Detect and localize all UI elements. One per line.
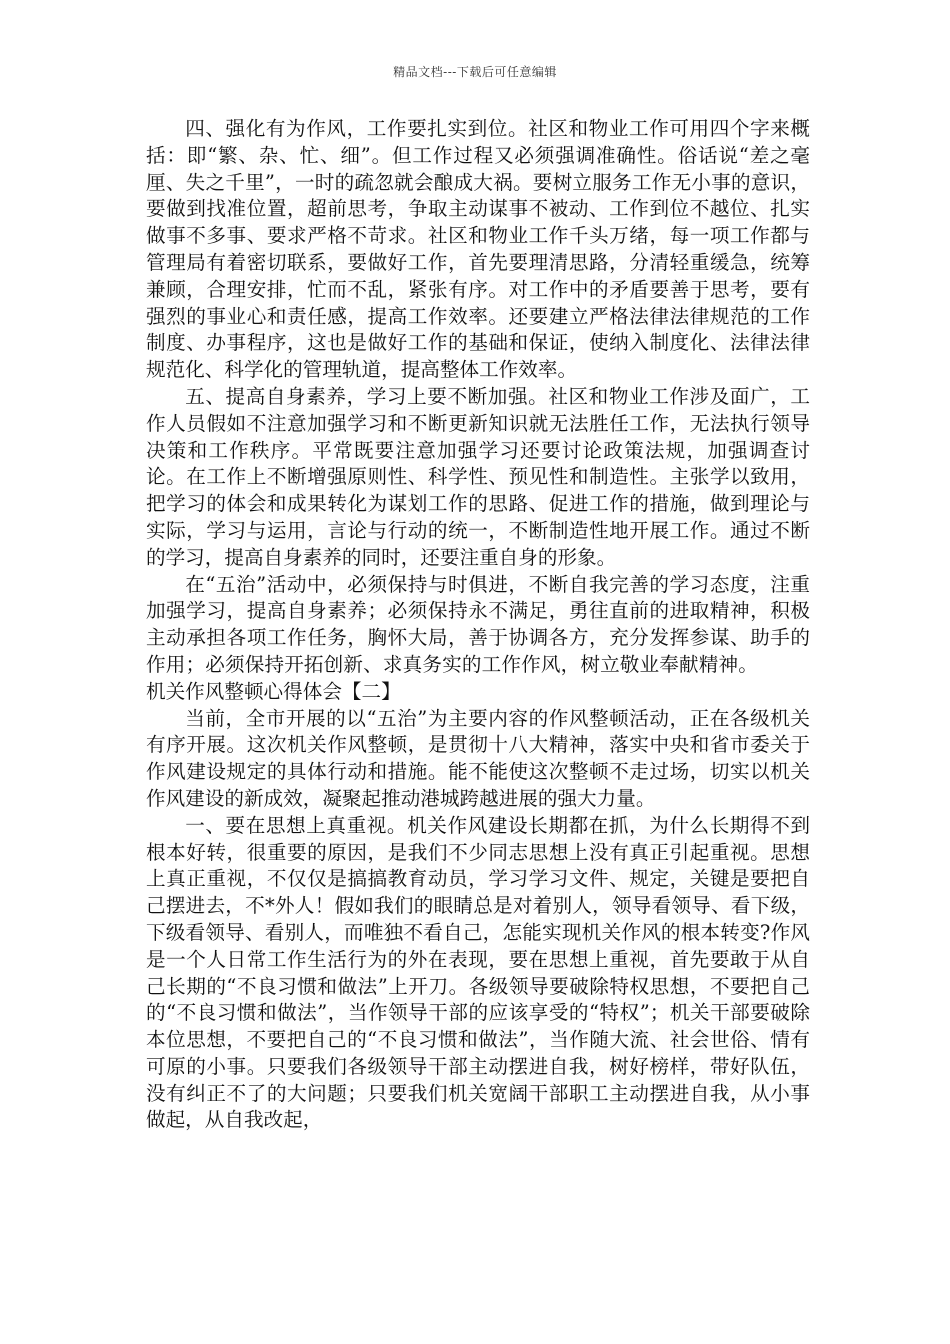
paragraph-strengthen-work-style: 四、强化有为作风，工作要扎实到位。社区和物业工作可用四个字来概括：即“繁、杂、忙、细”。但工作过程又必须强调准确性。俗话说“差之毫厘、失之千里”，一时的疏忽就会酿成大祸。要树立服务工作无小事的意识，要做到找准位置，超前思考，争取主动谋事不被动、工作到位不越位、扎实做事不多事、要求严格不苛求。社区和物业工作千头万绪，每一项工作都与管理局有着密切联系，要做好工作，首先要理清思路，分清轻重缓急，统筹兼顾，合理安排，忙而不乱，紧张有序。对工作中的矛盾要善于思考，要有强烈的事业心和责任感，提高工作效率。还要建立严格法律法律规范的工作制度、办事程序，这也是做好工作的基础和保证，使纳入制度化、法律法律规范化、科学化的管理轨道，提高整体工作效率。 <box>146 117 810 382</box>
paragraph-current-rectification: 当前，全市开展的以“五治”为主要内容的作风整顿活动，正在各级机关有序开展。这次机关作风整顿，是贯彻十八大精神，落实中央和省市委关于作风建设规定的具体行动和措施。能不能使这次整顿不走过场，切实以机关作风建设的新成效，凝聚起推动港城跨越进展的强大力量。 <box>146 706 810 810</box>
document-body <box>146 116 810 1134</box>
paragraph-five-governance-text: 在“五治”活动中，必须保持与时俱进，不断自我完善的学习态度，注重加强学习，提高自身素养；必须保持永不满足，勇往直前的进取精神，积极主动承担各项工作任务，胸怀大局，善于协调各方，充分发挥参谋、助手的作用；必须保持开拓创新、求真务实的工作作风，树立敬业奉献精神。 <box>146 572 810 676</box>
paragraph-ideological-attention: 一、要在思想上真重视。机关作风建设长期都在抓，为什么长期得不到根本好转，很重要的原因，是我们不少同志思想上没有真正引起重视。思想上真正重视，不仅仅是搞搞教育动员，学习学习文件、规定，关键是要把自己摆进去，不*外人！假如我们的眼睛总是对着别人，领导看领导、看下级，下级看领导、看别人，而唯独不看自己，怎能实现机关作风的根本转变?作风是一个人日常工作生活行为的外在表现，要在思想上重视，首先要敢于从自己长期的“不良习惯和做法”上开刀。各级领导要破除特权思想，不要把自己的“不良习惯和做法”，当作领导干部的应该享受的“特权”；机关干部要破除本位思想，不要把自己的“不良习惯和做法”，当作随大流、社会世俗、情有可原的小事。只要我们各级领导干部主动摆进自我，树好榜样，带好队伍，没有纠正不了的大问题；只要我们机关宽阔干部职工主动摆进自我，从小事做起，从自我改起， <box>146 813 810 1132</box>
paragraph-five-governance-summary <box>146 572 810 706</box>
section-heading-part-two: 机关作风整顿心得体会【二】 <box>146 679 401 703</box>
page-header: 精品文档---下载后可任意编辑 <box>393 65 557 79</box>
paragraph-improve-self-quality: 五、提高自身素养，学习上要不断加强。社区和物业工作涉及面广，工作人员假如不注意加强学习和不断更新知识就无法胜任工作，无法执行领导决策和工作秩序。平常既要注意加强学习还要讨论政策法规，加强调查讨论。在工作上不断增强原则性、科学性、预见性和制造性。主张学以致用，把学习的体会和成果转化为谋划工作的思路、促进工作的措施，做到理论与实际，学习与运用，言论与行动的统一，不断制造性地开展工作。通过不断的学习，提高自身素养的同时，还要注重自身的形象。 <box>146 384 810 569</box>
